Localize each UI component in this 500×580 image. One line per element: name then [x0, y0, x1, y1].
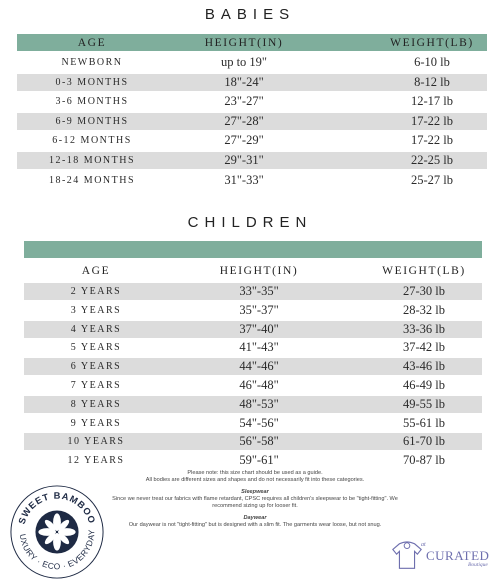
age-cell: 18-24 MONTHS [48, 174, 136, 186]
weight-cell: 49-55 lb [402, 396, 446, 411]
height-cell: 27"-29" [224, 133, 264, 148]
weight-cell: 70-87 lb [402, 453, 446, 468]
age-cell: 3 YEARS [70, 304, 122, 316]
weight-cell: 27-30 lb [402, 284, 446, 298]
table-row [24, 377, 482, 394]
height-cell: 44"-46" [239, 359, 279, 374]
table-row [17, 132, 487, 149]
age-cell: 6-9 MONTHS [55, 115, 129, 127]
babies-header-age: AGE [77, 37, 107, 49]
weight-cell: 33-36 lb [402, 321, 446, 336]
children-size-table [24, 241, 482, 471]
weight-cell: 46-49 lb [402, 378, 446, 392]
children-header-height: HEIGHT(IN) [219, 265, 299, 277]
height-cell: 31"-33" [224, 172, 264, 187]
age-cell: 6-12 MONTHS [52, 135, 132, 147]
weight-cell: 61-70 lb [402, 434, 446, 449]
height-cell: 33"-35" [239, 284, 279, 298]
age-cell: 7 YEARS [70, 380, 122, 391]
table-row [17, 152, 487, 169]
babies-size-table [17, 34, 487, 194]
age-cell: 8 YEARS [70, 398, 122, 410]
curated-sub: Boutique [468, 562, 488, 568]
weight-cell: 17-22 lb [410, 133, 454, 148]
weight-cell: 55-61 lb [402, 415, 446, 430]
height-cell: 46"-48" [239, 378, 279, 392]
weight-cell: 17-22 lb [410, 113, 454, 128]
age-cell: 12-18 MONTHS [48, 155, 136, 166]
daywear-text: Our daywear is not "tight-fitting" but is designed with a slim fit. The garments wear loose, but not snug. [128, 522, 382, 528]
sweet-bamboo-logo [8, 483, 106, 580]
age-cell: 3-6 MONTHS [55, 96, 129, 108]
table-row [24, 415, 482, 432]
weight-cell: 8-12 lb [414, 74, 450, 89]
height-cell: 54"-56" [239, 415, 279, 430]
age-cell: 0-3 MONTHS [55, 76, 129, 88]
table-row [17, 54, 487, 71]
sleepwear-text: Since we never treat our fabrics with flame retardant, CPSC requires all children's sleepwear to be "tight-fitting". We recommend sizing up for looser fit. [112, 496, 398, 509]
table-row [24, 283, 482, 300]
weight-cell: 22-25 lb [410, 153, 454, 167]
height-cell: up to 19" [220, 55, 268, 69]
height-cell: 23"-27" [224, 94, 264, 109]
height-cell: 29"-31" [224, 153, 264, 167]
size-notes [110, 470, 400, 529]
curated-boutique-logo [388, 538, 498, 578]
table-row [17, 74, 487, 91]
sleepwear-title: Sleepwear [241, 489, 269, 495]
table-row [24, 396, 482, 413]
table-row [17, 172, 487, 189]
note-guide: Please note: this size chart should be used as a guide. [187, 470, 323, 476]
children-header-weight: WEIGHT(LB) [382, 265, 466, 277]
age-cell: 5 YEARS [70, 342, 122, 354]
curated-name: CURATED [426, 548, 490, 563]
logo-bottom-text: UXURY · ECO · EVERYDAY [17, 529, 97, 572]
height-cell: 48"-53" [239, 396, 279, 411]
age-cell: 12 YEARS [67, 455, 125, 467]
age-cell: 4 YEARS [70, 323, 122, 335]
table-row [24, 452, 482, 469]
height-cell: 59"-61" [239, 453, 279, 468]
age-cell: 10 YEARS [67, 436, 125, 448]
babies-header-height: HEIGHT(IN) [204, 37, 284, 49]
daywear-title: Daywear [243, 515, 267, 521]
table-row [24, 433, 482, 450]
table-row [17, 93, 487, 110]
height-cell: 56"-58" [239, 434, 279, 449]
babies-header-weight: WEIGHT(LB) [390, 37, 474, 49]
age-cell: 6 YEARS [70, 361, 122, 373]
weight-cell: 12-17 lb [410, 94, 454, 109]
weight-cell: 37-42 lb [402, 340, 446, 355]
height-cell: 37"-40" [239, 321, 279, 336]
sweet-bamboo-emblem [8, 483, 106, 580]
table-row [24, 302, 482, 319]
table-row [24, 339, 482, 356]
height-cell: 41"-43" [239, 340, 279, 355]
table-row [17, 113, 487, 130]
height-cell: 27"-28" [224, 113, 264, 128]
table-row [24, 321, 482, 338]
weight-cell: 43-46 lb [402, 359, 446, 374]
weight-cell: 28-32 lb [402, 302, 446, 317]
height-cell: 35"-37" [239, 302, 279, 317]
logo-top-text: SWEET BAMBOO [16, 490, 98, 526]
age-cell: 9 YEARS [70, 417, 122, 429]
age-cell: 2 YEARS [70, 286, 122, 297]
table-row [24, 358, 482, 375]
age-cell: NEWBORN [61, 57, 123, 68]
height-cell: 18"-24" [224, 74, 264, 89]
weight-cell: 6-10 lb [414, 55, 450, 69]
children-header-age: AGE [81, 265, 111, 277]
children-header-bar [24, 241, 482, 258]
babies-title: BABIES [204, 6, 296, 23]
note-bodies: All bodies are different sizes and shapes and do not necessarily fit into these categories. [145, 477, 365, 483]
children-title: CHILDREN [187, 214, 313, 231]
weight-cell: 25-27 lb [410, 172, 454, 187]
curated-prefix: at [421, 542, 426, 548]
